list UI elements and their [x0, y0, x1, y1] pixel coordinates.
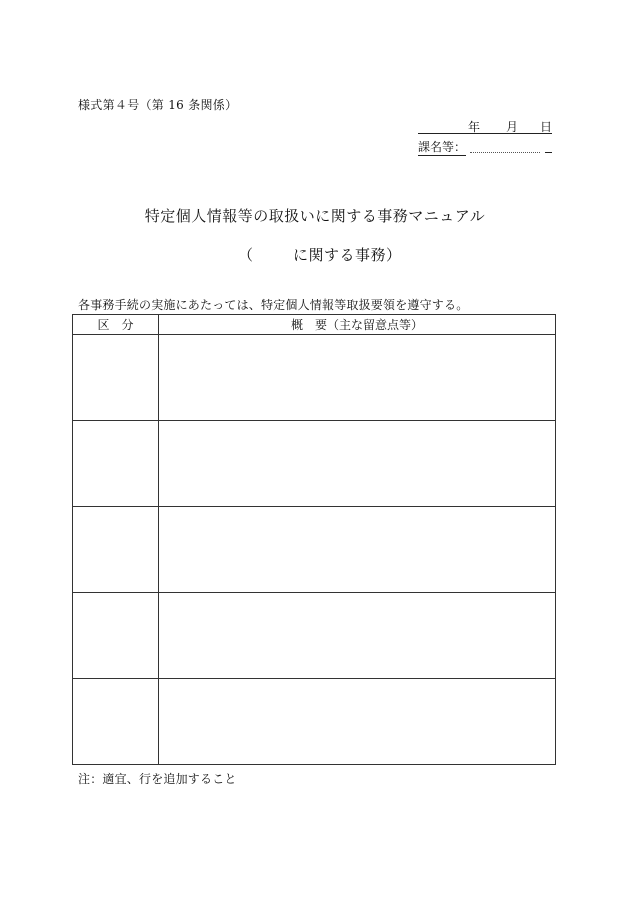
subtitle-text: に関する事務） [293, 246, 402, 264]
cell-gaiyou[interactable] [159, 507, 556, 593]
date-day-label: 日 [540, 120, 553, 134]
section-name-blank[interactable] [470, 152, 540, 153]
instruction-text: 各事務手続の実施にあたっては、特定個人情報等取扱要領を遵守する。 [78, 298, 469, 312]
cell-kubun[interactable] [73, 335, 159, 421]
date-field[interactable] [418, 118, 552, 134]
cell-kubun[interactable] [73, 593, 159, 679]
date-month-label: 月 [506, 120, 519, 134]
table-header-row [73, 315, 556, 335]
cell-kubun[interactable] [73, 679, 159, 765]
table-row [73, 335, 556, 421]
manual-table [72, 314, 556, 765]
cell-gaiyou[interactable] [159, 679, 556, 765]
table-row [73, 593, 556, 679]
section-name-field[interactable] [418, 138, 552, 153]
cell-gaiyou[interactable] [159, 335, 556, 421]
table-row [73, 421, 556, 507]
cell-kubun[interactable] [73, 421, 159, 507]
table-row [73, 507, 556, 593]
subtitle-open-paren: （ [238, 246, 254, 264]
table-row [73, 679, 556, 765]
footnote: 注：適宜、行を追加すること [78, 772, 237, 786]
form-number: 様式第４号（第 16 条関係） [78, 98, 238, 112]
cell-gaiyou[interactable] [159, 421, 556, 507]
section-name-label: 課名等： [418, 140, 467, 154]
document-title: 特定個人情報等の取扱いに関する事務マニュアル [144, 207, 486, 225]
cell-kubun[interactable] [73, 507, 159, 593]
date-year-label: 年 [468, 120, 481, 134]
cell-gaiyou[interactable] [159, 593, 556, 679]
section-name-underline-end [545, 152, 552, 153]
column-header-kubun: 区 分 [73, 315, 159, 335]
column-header-gaiyou: 概 要（主な留意点等） [159, 315, 556, 335]
